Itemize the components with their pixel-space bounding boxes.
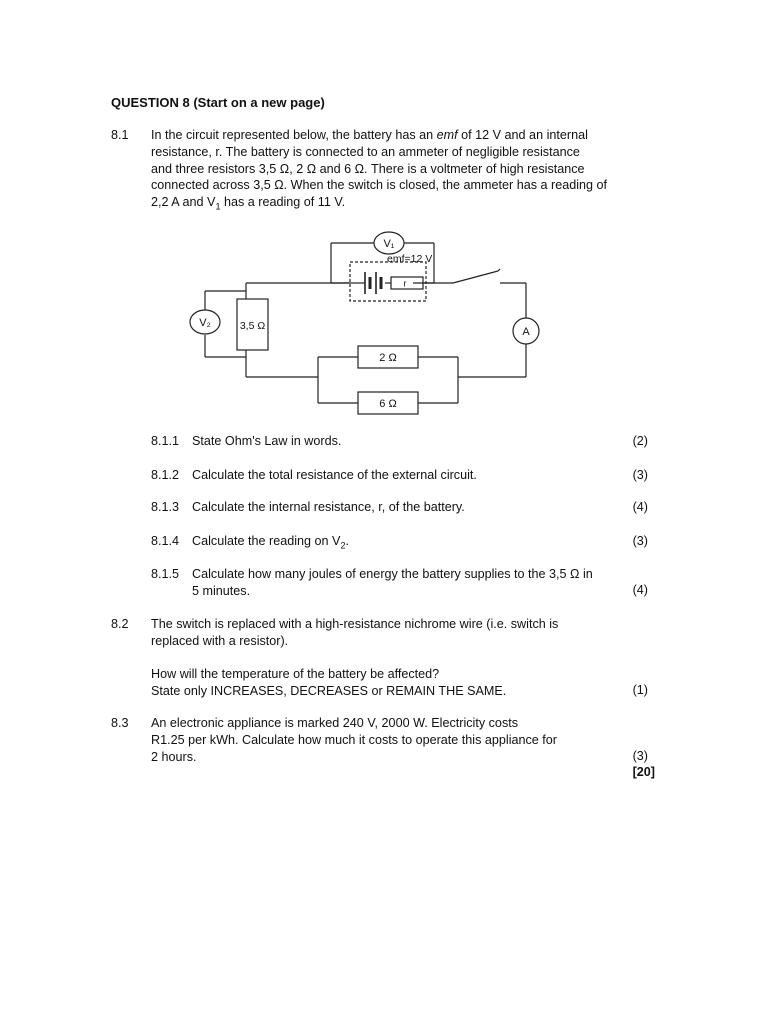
question-heading: QUESTION 8 (Start on a new page)	[111, 95, 325, 110]
subquestion-line: 5 minutes.	[192, 583, 251, 598]
subquestion-text: Calculate the internal resistance, r, of the battery.	[192, 500, 465, 514]
question-marks: (3)	[632, 749, 648, 763]
subquestion-text: State Ohm's Law in words.	[192, 434, 342, 448]
subquestion-marks: (4)	[632, 583, 648, 597]
subquestion-marks: (3)	[632, 534, 648, 548]
subquestion-text: Calculate the reading on $V_2$.	[192, 534, 349, 551]
text-line: State only INCREASES, DECREASES or REMAIN THE SAME.	[151, 683, 507, 698]
text-line: 2 hours.	[151, 749, 197, 764]
subquestion-number: 8.1.3	[151, 500, 180, 514]
subquestion-text: Calculate the total resistance of the external circuit.	[192, 468, 477, 482]
intro-line: connected across 3,5 Ω. When the switch is closed, the ammeter has a reading of	[151, 178, 608, 193]
subquestion-marks: (3)	[632, 468, 648, 482]
v2-label: V₂	[199, 317, 211, 329]
text-line: replaced with a resistor).	[151, 633, 289, 648]
internal-resistor-label: r	[403, 278, 407, 289]
resistor-6-label: 6 Ω	[379, 398, 397, 410]
subquestion-number: 8.1.1	[151, 434, 180, 448]
question-8-3-text	[151, 715, 631, 765]
question-total-marks: [20]	[632, 765, 655, 779]
resistor-2-label: 2 Ω	[379, 352, 397, 364]
subquestion-number: 8.1.5	[151, 567, 180, 581]
emf-label: emf=12 V	[387, 253, 433, 265]
question-8-2-prompt	[151, 666, 631, 700]
ammeter-label: A	[522, 326, 530, 338]
intro-line: resistance, r. The battery is connected to an ammeter of negligible resistance	[151, 144, 580, 159]
text-line: The switch is replaced with a high-resistance nichrome wire (i.e. switch is	[151, 617, 559, 631]
subquestion-number: 8.1.4	[151, 534, 180, 548]
subquestion-marks: (4)	[632, 500, 648, 514]
intro-line: In the circuit represented below, the battery has an emf of 12 V and an internal	[151, 128, 588, 142]
question-intro	[151, 127, 651, 216]
resistor-3-5-label: 3,5 Ω	[239, 320, 266, 332]
text-line: How will the temperature of the battery be affected?	[151, 667, 440, 681]
question-number: 8.2	[111, 617, 129, 631]
question-number: 8.1	[111, 128, 129, 142]
subquestion-marks: (2)	[632, 434, 648, 448]
circuit-diagram	[180, 222, 550, 427]
intro-line: and three resistors 3,5 Ω, 2 Ω and 6 Ω. There is a voltmeter of high resistance	[151, 161, 585, 176]
question-number: 8.3	[111, 716, 129, 730]
question-marks: (1)	[632, 683, 648, 697]
subquestion-number: 8.1.2	[151, 468, 180, 482]
question-8-2-text	[151, 616, 631, 650]
v1-label: V₁	[383, 238, 395, 250]
subquestion-text	[192, 566, 632, 600]
text-line: An electronic appliance is marked 240 V, 2000 W. Electricity costs	[151, 716, 519, 730]
intro-line: 2,2 A and $V_1$ has a reading of 11 V.	[151, 195, 346, 212]
text-line: R1.25 per kWh. Calculate how much it costs to operate this appliance for	[151, 732, 558, 747]
subquestion-line: Calculate how many joules of energy the battery supplies to the 3,5 Ω in	[192, 567, 593, 581]
